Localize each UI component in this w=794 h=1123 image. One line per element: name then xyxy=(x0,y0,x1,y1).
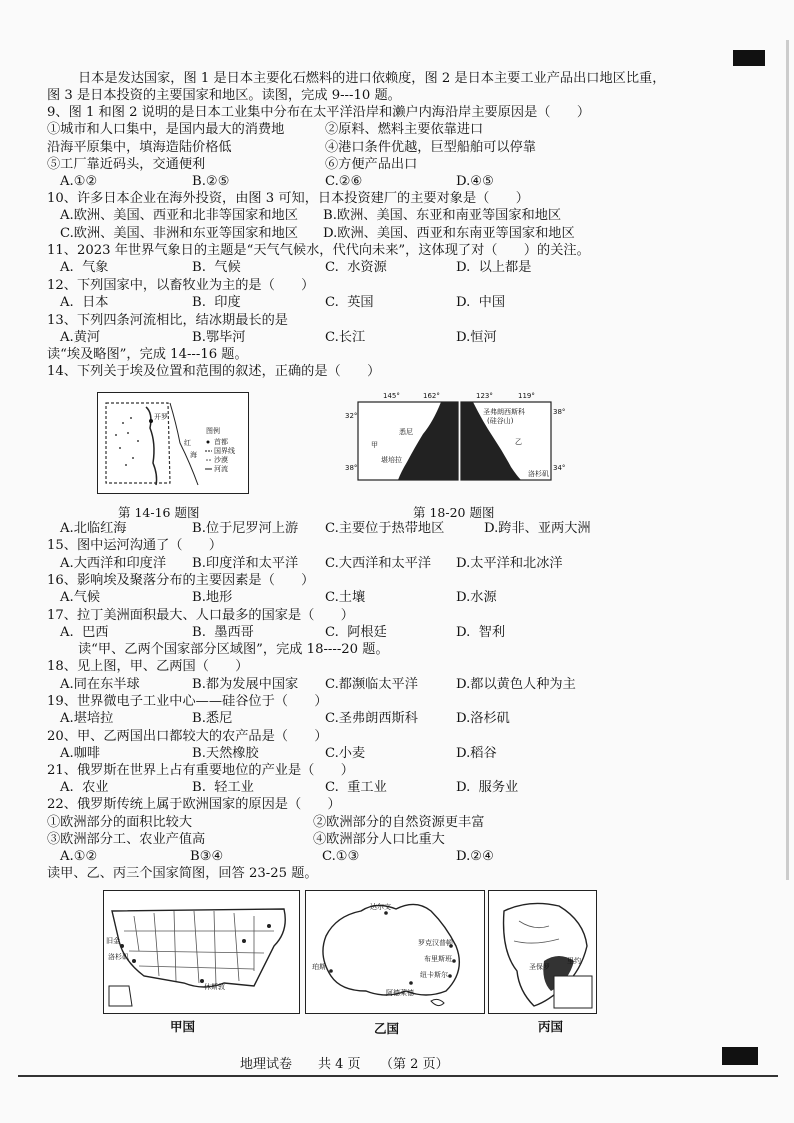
q22-statement-2: ②欧洲部分的自然资源更丰富 xyxy=(313,815,485,830)
map-label-sea: 海 xyxy=(190,451,197,459)
lon-123: 123° xyxy=(476,392,493,400)
q21-option-d[interactable]: D. 服务业 xyxy=(456,780,519,795)
lat-38-right: 38° xyxy=(553,408,566,416)
q14-option-a[interactable]: A.北临红海 xyxy=(60,521,127,536)
q9-statement-5: ⑤工厂靠近码头，交通便利 xyxy=(47,157,206,172)
q13-option-c[interactable]: C.长江 xyxy=(325,330,366,345)
label-los-angeles: 洛杉矶 xyxy=(528,470,549,478)
map-jia-label-la: 洛杉矶 xyxy=(108,953,129,961)
q10-option-b[interactable]: B.欧洲、美国、东亚和南亚等国家和地区 xyxy=(323,208,562,223)
question-14: 14、下列关于埃及位置和范围的叙述，正确的是（ ） xyxy=(47,364,381,379)
q12-option-b[interactable]: B. 印度 xyxy=(192,295,241,310)
q17-option-c[interactable]: C. 阿根廷 xyxy=(325,625,387,640)
q19-option-c[interactable]: C.圣弗朗西斯科 xyxy=(325,711,418,726)
q17-option-a[interactable]: A. 巴西 xyxy=(60,625,109,640)
q21-option-a[interactable]: A. 农业 xyxy=(60,780,109,795)
q13-option-b[interactable]: B.鄂毕河 xyxy=(192,330,246,345)
q16-option-c[interactable]: C.土壤 xyxy=(325,590,366,605)
map-yi-label-perth: 珀斯 xyxy=(312,963,326,971)
q9-statement-2: ②原料、燃料主要依靠进口 xyxy=(325,122,484,137)
question-20: 20、甲、乙两国出口都较大的农产品是（ ） xyxy=(47,729,328,744)
q12-option-c[interactable]: C. 英国 xyxy=(325,295,374,310)
q11-option-b[interactable]: B. 气候 xyxy=(192,260,241,275)
q9-option-c[interactable]: C.②⑥ xyxy=(325,174,363,189)
q18-option-c[interactable]: C.都濒临太平洋 xyxy=(325,677,418,692)
question-10: 10、许多日本企业在海外投资，由图 3 可知，日本投资建厂的主要对象是（ ） xyxy=(47,191,529,206)
lon-119: 119° xyxy=(518,392,535,400)
coast-map xyxy=(343,392,568,492)
figure-caption-18-20: 第 18-20 题图 xyxy=(413,505,495,520)
map-yi-label-rockhampton: 罗克汉普顿 xyxy=(418,939,453,947)
q22-statement-1: ①欧洲部分的面积比较大 xyxy=(47,815,193,830)
legend-border: 国界线 xyxy=(214,447,235,455)
q15-option-a[interactable]: A.大西洋和印度洋 xyxy=(60,556,167,571)
map-yi-label-newcastle: 纽卡斯尔 xyxy=(420,971,448,979)
label-jia: 甲 xyxy=(371,441,378,449)
map-caption-yi: 乙国 xyxy=(374,1021,400,1036)
egypt-map-figure xyxy=(97,392,249,494)
q10-option-a[interactable]: A.欧洲、美国、西亚和北非等国家和地区 xyxy=(60,208,298,223)
q22-option-b[interactable]: B③④ xyxy=(190,849,224,864)
q18-option-b[interactable]: B.都为发展中国家 xyxy=(192,677,299,692)
q15-option-b[interactable]: B.印度洋和太平洋 xyxy=(192,556,299,571)
map-bing-brazil xyxy=(488,890,597,1014)
question-21: 21、俄罗斯在世界上占有重要地位的产业是（ ） xyxy=(47,763,354,778)
map-yi-australia xyxy=(305,890,485,1014)
q22-statement-4: ④欧洲部分人口比重大 xyxy=(313,832,445,847)
q20-option-c[interactable]: C.小麦 xyxy=(325,746,366,761)
question-22: 22、俄罗斯传统上属于欧洲国家的原因是（ ） xyxy=(47,797,341,812)
q20-option-a[interactable]: A.咖啡 xyxy=(60,746,101,761)
map-yi-label-adelaide: 阿德莱德 xyxy=(386,989,414,997)
q14-option-c[interactable]: C.主要位于热带地区 xyxy=(325,521,445,536)
legend-title: 图例 xyxy=(206,427,220,435)
lat-34: 34° xyxy=(553,464,566,472)
q10-option-c[interactable]: C.欧洲、美国、非洲和东亚等国家和地区 xyxy=(60,226,298,241)
registration-mark-top xyxy=(733,50,765,66)
map-bing-label-sao-paulo: 圣保罗 xyxy=(529,963,550,971)
reading-instruction-three-countries: 读甲、乙、丙三个国家简图，回答 23-25 题。 xyxy=(47,866,318,881)
q9-statement-4: ④港口条件优越，巨型船舶可以停靠 xyxy=(325,140,536,155)
q15-option-c[interactable]: C.大西洋和太平洋 xyxy=(325,556,432,571)
q22-statement-3: ③欧洲部分工、农业产值高 xyxy=(47,832,206,847)
label-silicon-valley: (硅谷山) xyxy=(487,417,514,425)
question-19: 19、世界微电子工业中心——硅谷位于（ ） xyxy=(47,694,328,709)
map-caption-bing: 丙国 xyxy=(538,1019,564,1034)
label-canberra: 堪培拉 xyxy=(381,456,402,464)
lon-162: 162° xyxy=(423,392,440,400)
q16-option-d[interactable]: D.水源 xyxy=(456,590,497,605)
scan-edge-artifact xyxy=(786,40,789,880)
q9-statement-6: ⑥方便产品出口 xyxy=(325,157,418,172)
q9-option-b[interactable]: B.②⑤ xyxy=(192,174,230,189)
q18-option-a[interactable]: A.同在东半球 xyxy=(60,677,140,692)
intro-line-1: 日本是发达国家，图 1 是日本主要化石燃料的进口依赖度，图 2 是日本主要工业产品出口地区比重， xyxy=(78,71,666,86)
reading-instruction-countries: 读“甲、乙两个国家部分区域图”，完成 18----20 题。 xyxy=(78,642,389,657)
q14-option-d[interactable]: D.跨非、亚两大洲 xyxy=(484,521,591,536)
q13-option-d[interactable]: D.恒河 xyxy=(456,330,497,345)
lat-38-left: 38° xyxy=(345,464,358,472)
legend-river: 河流 xyxy=(214,465,228,473)
page-footer: 地理试卷 共 4 页 （第 2 页） xyxy=(240,1057,449,1072)
q22-option-d[interactable]: D.②④ xyxy=(456,849,494,864)
egypt-map xyxy=(98,393,248,493)
q19-option-d[interactable]: D.洛杉矶 xyxy=(456,711,510,726)
label-sydney: 悉尼 xyxy=(399,428,413,436)
coast-map-figure xyxy=(343,392,568,492)
question-16: 16、影响埃及聚落分布的主要因素是（ ） xyxy=(47,573,315,588)
lat-32: 32° xyxy=(345,412,358,420)
q13-option-a[interactable]: A.黄河 xyxy=(60,330,101,345)
map-jia-usa xyxy=(103,890,300,1014)
reading-instruction-egypt: 读“埃及略图”，完成 14---16 题。 xyxy=(47,347,248,362)
intro-line-2: 图 3 是日本投资的主要国家和地区。读图，完成 9---10 题。 xyxy=(47,88,401,103)
q20-option-d[interactable]: D.稻谷 xyxy=(456,746,497,761)
map-jia-label-sf: 旧金 xyxy=(106,937,120,945)
registration-mark-bottom xyxy=(722,1047,758,1065)
q17-option-b[interactable]: B. 墨西哥 xyxy=(192,625,254,640)
legend-capital: 首都 xyxy=(214,438,228,446)
map-yi-label-brisbane: 布里斯班 xyxy=(424,955,452,963)
question-18: 18、见上图，甲、乙两国（ ） xyxy=(47,659,249,674)
map-label-cairo: 开罗 xyxy=(154,413,168,421)
question-13: 13、下列四条河流相比，结冰期最长的是 xyxy=(47,313,288,328)
map-jia-label-houston: 休斯敦 xyxy=(204,983,225,991)
q18-option-d[interactable]: D.都以黄色人种为主 xyxy=(456,677,576,692)
q16-option-a[interactable]: A.气候 xyxy=(60,590,101,605)
q9-statement-1: ①城市和人口集中，是国内最大的消费地 xyxy=(47,122,285,137)
q9-option-a[interactable]: A.①② xyxy=(60,174,98,189)
question-15: 15、图中运河沟通了（ ） xyxy=(47,538,223,553)
question-9: 9、图 1 和图 2 说明的是日本工业集中分布在太平洋沿岸和濑户内海沿岸主要原因是（ ） xyxy=(47,105,591,120)
q22-option-a[interactable]: A.①② xyxy=(60,849,98,864)
q21-option-c[interactable]: C. 重工业 xyxy=(325,780,387,795)
q15-option-d[interactable]: D.太平洋和北冰洋 xyxy=(456,556,563,571)
q19-option-a[interactable]: A.堪培拉 xyxy=(60,711,114,726)
q11-option-c[interactable]: C. 水资源 xyxy=(325,260,387,275)
question-12: 12、下列国家中，以畜牧业为主的是（ ） xyxy=(47,278,315,293)
label-yi: 乙 xyxy=(515,438,522,446)
q17-option-d[interactable]: D. 智利 xyxy=(456,625,506,640)
q10-option-d[interactable]: D.欧洲、美国、西亚和东南亚等国家和地区 xyxy=(323,226,575,241)
q9-option-d[interactable]: D.④⑤ xyxy=(456,174,494,189)
q12-option-d[interactable]: D. 中国 xyxy=(456,295,506,310)
lon-145: 145° xyxy=(383,392,400,400)
q11-option-d[interactable]: D. 以上都是 xyxy=(456,260,532,275)
footer-rule xyxy=(18,1075,778,1077)
map-bing-label-rio: 里约 xyxy=(567,957,581,965)
q9-statement-3: 沿海平原集中，填海造陆价格低 xyxy=(47,140,232,155)
q11-option-a[interactable]: A. 气象 xyxy=(60,260,109,275)
q22-option-c[interactable]: C.①③ xyxy=(322,849,360,864)
q21-option-b[interactable]: B. 轻工业 xyxy=(192,780,254,795)
map-yi-label-darwin: 达尔文 xyxy=(370,903,391,911)
q14-option-b[interactable]: B.位于尼罗河上游 xyxy=(192,521,299,536)
label-san-francisco: 圣弗朗西斯科 xyxy=(483,408,525,416)
figure-caption-14-16: 第 14-16 题图 xyxy=(118,505,200,520)
q12-option-a[interactable]: A. 日本 xyxy=(60,295,109,310)
q16-option-b[interactable]: B.地形 xyxy=(192,590,233,605)
map-label-red: 红 xyxy=(184,439,191,447)
question-17: 17、拉丁美洲面积最大、人口最多的国家是（ ） xyxy=(47,608,354,623)
legend-desert: 沙漠 xyxy=(214,456,228,464)
q20-option-b[interactable]: B.天然橡胶 xyxy=(192,746,259,761)
q19-option-b[interactable]: B.悉尼 xyxy=(192,711,233,726)
question-11: 11、2023 年世界气象日的主题是“天气气候水，代代向未来”，这体现了对（ ）的关注。 xyxy=(47,243,590,258)
map-caption-jia: 甲国 xyxy=(170,1019,196,1034)
